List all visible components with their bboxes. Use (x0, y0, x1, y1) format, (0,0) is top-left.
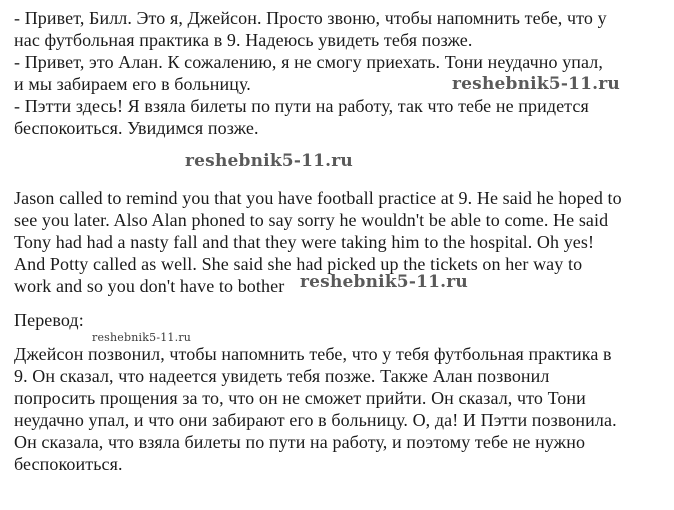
watermark: reshebnik5-11.ru (185, 151, 353, 171)
translation-line: 9. Он сказал, что надеется увидеть тебя позже. Также Алан позвонил (14, 366, 550, 386)
translation-line: Он сказала, что взяла билеты по пути на работу, и поэтому тебе не нужно (14, 432, 586, 452)
reported-line: Tony had had a nasty fall and that they were taking him to the hospital. Oh yes! (14, 232, 595, 252)
reported-line: work and so you don't have to bother (14, 276, 285, 296)
reported-line: see you later. Also Alan phoned to say sorry he wouldn't be able to come. He said (14, 210, 609, 230)
watermark: reshebnik5-11.ru (300, 272, 468, 292)
translation-line: неудачно упал, и что они забирают его в больницу. О, да! И Пэтти позвонила. (14, 410, 617, 430)
dialogue-line: и мы забираем его в больницу. (14, 74, 251, 94)
dialogue-line: - Привет, это Алан. К сожалению, я не смогу приехать. Тони неудачно упал, (14, 52, 603, 72)
translation-russian (14, 343, 617, 475)
translation-label: Перевод: (14, 310, 84, 330)
watermark: reshebnik5-11.ru (92, 331, 192, 344)
translation-line: попросить прощения за то, что он не сможет прийти. Он сказал, что Тони (14, 388, 586, 408)
watermark: reshebnik5-11.ru (452, 74, 620, 94)
dialogue-line: беспокоиться. Увидимся позже. (14, 118, 259, 138)
dialogue-line: - Привет, Билл. Это я, Джейсон. Просто звоню, чтобы напомнить тебе, что у (14, 8, 607, 28)
reported-line: And Potty called as well. She said she had picked up the tickets on her way to (14, 254, 583, 274)
dialogue-line: - Пэтти здесь! Я взяла билеты по пути на работу, так что тебе не придется (14, 96, 589, 116)
translation-line: беспокоиться. (14, 454, 123, 474)
reported-line: Jason called to remind you that you have football practice at 9. He said he hoped to (14, 188, 622, 208)
translation-line: Джейсон позвонил, чтобы напомнить тебе, что у тебя футбольная практика в (14, 344, 612, 364)
dialogue-line: нас футбольная практика в 9. Надеюсь увидеть тебя позже. (14, 30, 473, 50)
dialogue-russian (14, 7, 607, 139)
